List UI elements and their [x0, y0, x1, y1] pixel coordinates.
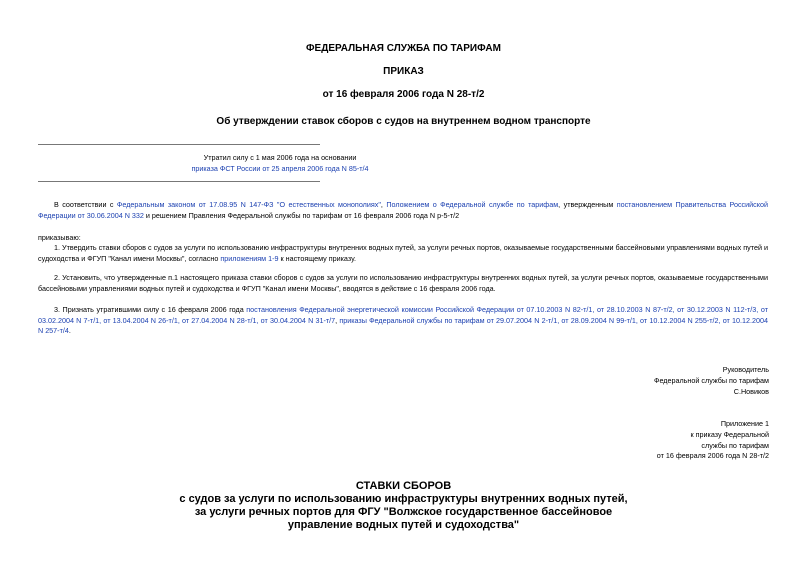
- annulment-link[interactable]: приказа ФСТ России от 25 апреля 2006 года N 85-т/4: [191, 163, 369, 173]
- divider-bottom: [38, 181, 320, 182]
- divider-top: [38, 144, 320, 145]
- agency-heading: ФЕДЕРАЛЬНАЯ СЛУЖБА ПО ТАРИФАМ: [306, 43, 501, 54]
- federal-law-link[interactable]: Федеральным законом от 17.08.95 N 147-ФЗ "О естественных монополиях": [116, 200, 381, 209]
- annulment-note: [38, 153, 522, 174]
- intro-text-4: и решением Правления Федеральной службы по тарифам от 16 февраля 2006 года N р-5-т/2: [143, 210, 460, 220]
- appendix-line-1: Приложение 1: [720, 419, 769, 428]
- rates-title-line-4: управление водных путей и судоходства": [287, 519, 520, 531]
- signature-org: Федеральной службы по тарифам: [654, 375, 769, 385]
- item-1-text-1: 1. Утвердить ставки сборов с судов за услуги по использованию инфраструктуры внутренних водных путей, за услуги речных портов, оказываемые государственными бассейновыми управлениями водных путей и судоходства и ФГУП "Канал имени Москвы", согласно: [38, 243, 768, 263]
- intro-text-1: В соответствии с: [54, 200, 117, 209]
- item-1-text-2: к настоящему приказу.: [278, 253, 356, 263]
- orders-word: приказываю:: [38, 233, 81, 242]
- government-decree-link[interactable]: постановлением Правительства Российской Федерации от 30.06.2004 N 332: [38, 200, 769, 220]
- regulation-link[interactable]: Положением о Федеральной службе по тарифам: [386, 200, 559, 209]
- intro-paragraph: [38, 200, 768, 221]
- signature-name: С.Новиков: [733, 386, 769, 396]
- appendices-link[interactable]: приложениям 1-9: [220, 253, 279, 263]
- annulment-text: Утратил силу с 1 мая 2006 года на основании: [203, 153, 357, 162]
- item-2-paragraph: 2. Установить, что утвержденные п.1 настоящего приказа ставки сборов с судов за услуги по использованию инфраструктуры внутренних водных путей, за услуги речных портов, оказываемые государственными бассейновыми управлениями водных путей и судоходства и ФГУП "Канал имени Москвы", вводятся в действие с 16 февраля 2006 года.: [38, 273, 768, 293]
- subject-heading: Об утверждении ставок сборов с судов на внутреннем водном транспорте: [216, 116, 591, 127]
- item-3-text-3: .: [68, 326, 71, 336]
- item-3-text-1: 3. Признать утратившими силу с 16 февраля 2006 года: [54, 305, 247, 314]
- date-number-heading: от 16 февраля 2006 года N 28-т/2: [322, 89, 485, 100]
- intro-text-2: ,: [380, 200, 387, 209]
- rates-title-line-1: СТАВКИ СБОРОВ: [355, 480, 452, 492]
- appendix-line-3: службы по тарифам: [701, 440, 769, 450]
- item-3-paragraph: [38, 305, 768, 337]
- item-3-text-2: ,: [335, 315, 340, 325]
- fec-resolutions-link[interactable]: постановления Федеральной энергетической комиссии Российской Федерации от 07.10.2003 N 82-т/1, от 28.10.2003 N 87-т/2, от 30.12.2003 N 112-т/3, от 03.02.2004 N 7-т/1, от 13.04.2004 N 26-т/1, от 27.04.2004 N 28-т/1, от 30.04.2004 N 31-т/7: [38, 305, 768, 325]
- rates-title-line-2: с судов за услуги по использованию инфраструктуры внутренних водных путей,: [179, 493, 628, 505]
- appendix-line-4: от 16 февраля 2006 года N 28-т/2: [656, 451, 769, 461]
- signature-title: Руководитель: [722, 365, 769, 374]
- item-1-paragraph: [38, 243, 768, 264]
- signature-block: [654, 365, 769, 397]
- rates-title: [0, 480, 807, 532]
- intro-text-3: , утвержденным: [558, 200, 617, 209]
- appendix-block: [657, 419, 769, 462]
- fst-orders-link[interactable]: приказы Федеральной службы по тарифам от 29.07.2004 N 2-т/1, от 28.09.2004 N 99-т/1, от 10.12.2004 N 255-т/2, от 10.12.2004 N 257-т/4: [38, 315, 768, 336]
- rates-title-line-3: за услуги речных портов для ФГУ "Волжское государственное бассейновое: [194, 506, 613, 518]
- doc-type-heading: ПРИКАЗ: [383, 66, 424, 77]
- appendix-line-2: к приказу Федеральной: [690, 429, 769, 439]
